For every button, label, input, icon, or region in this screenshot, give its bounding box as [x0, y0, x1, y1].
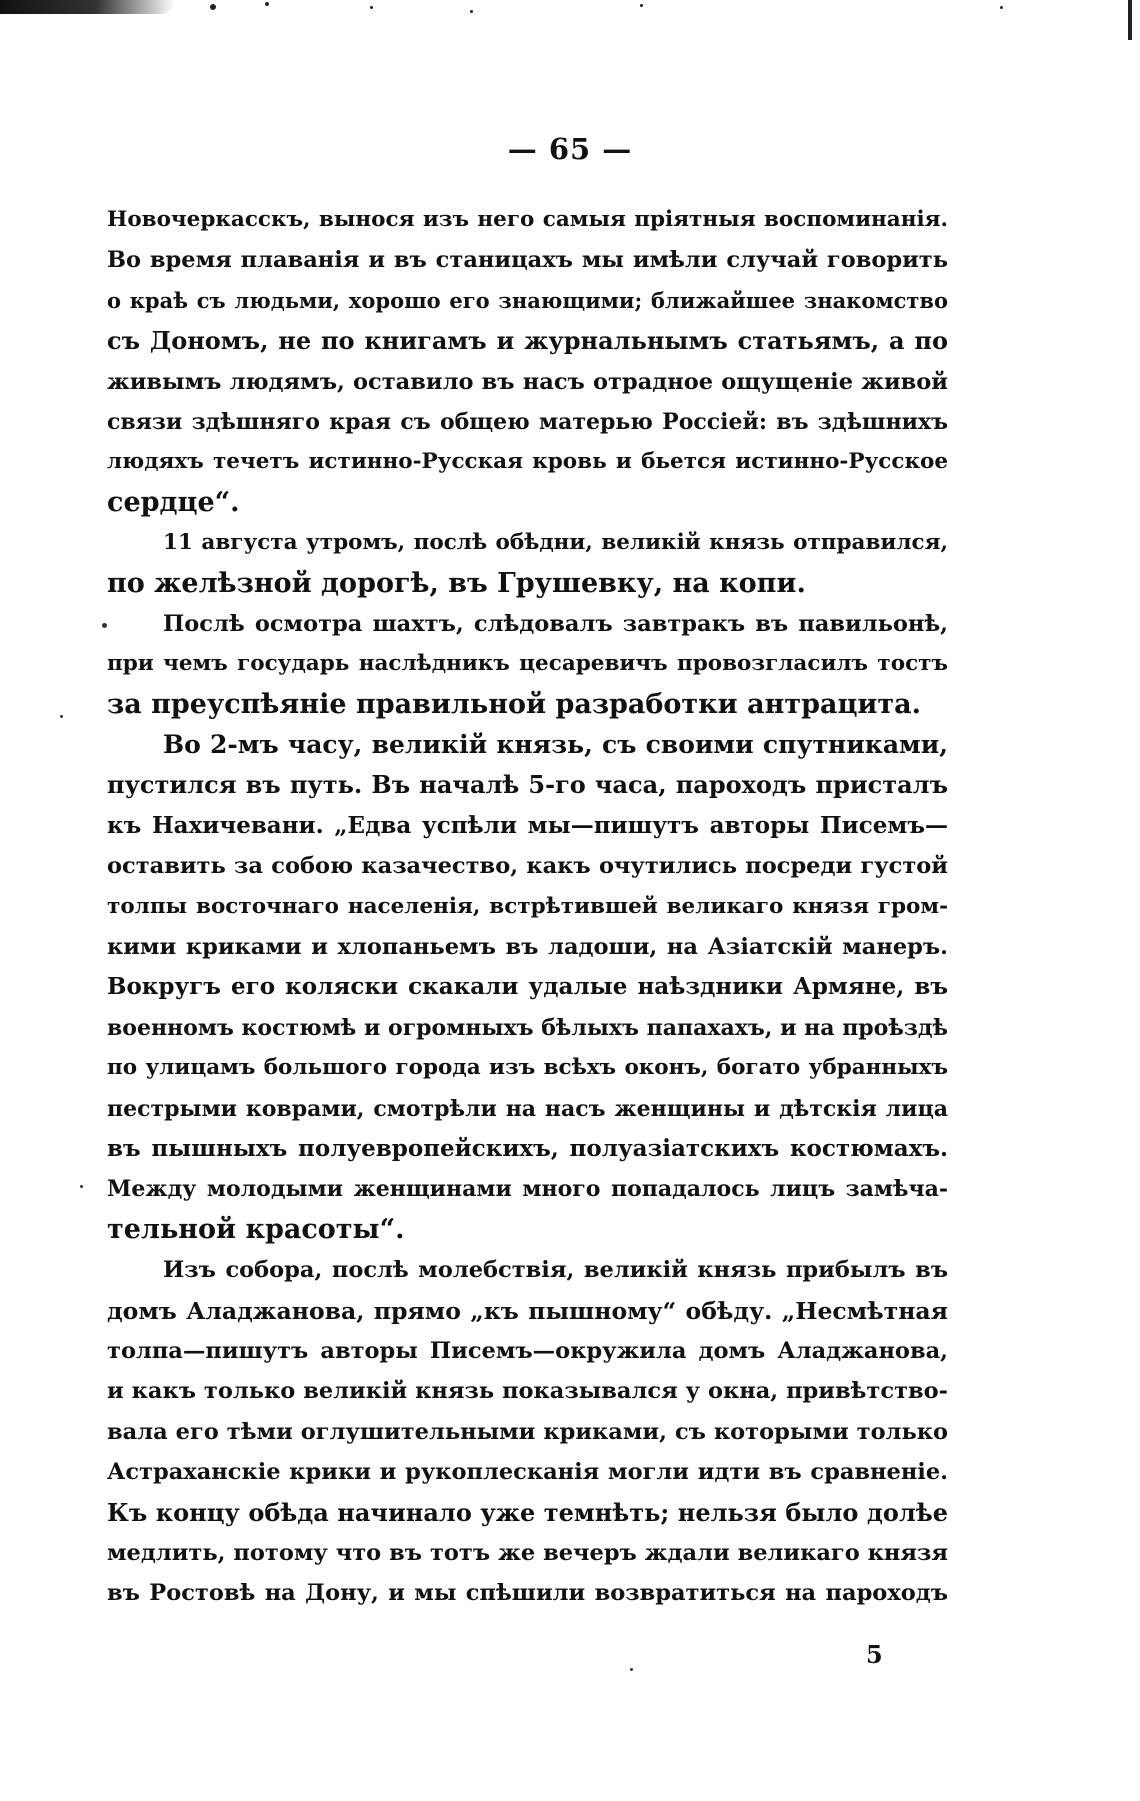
text-line: съ Дономъ, не по книгамъ и журнальнымъ статьямъ, а по — [107, 326, 948, 356]
text-line: по желѣзной дорогѣ, въ Грушевку, на копи. — [107, 567, 806, 599]
text-line: пестрыми коврами, смотрѣли на насъ женщины и дѣтскія лица — [107, 1095, 948, 1122]
ink-speck — [470, 10, 473, 13]
text-line: и какъ только великій князь показывался у окна, привѣтство- — [107, 1378, 948, 1405]
text-line: Новочеркасскъ, вынося изъ него самыя пріятныя воспоминанія. — [107, 207, 948, 232]
text-line: сердце“. — [107, 486, 240, 518]
text-line: толпа—пишутъ авторы Писемъ—окружила домъ Аладжанова, — [107, 1337, 948, 1364]
text-line: тельной красоты“. — [107, 1213, 405, 1245]
text-line: Къ концу обѣда начинало уже темнѣть; нельзя было долѣе — [107, 1497, 948, 1527]
text-line: за преуспѣяніе правильной разработки антрацита. — [107, 688, 922, 720]
text-line: военномъ костюмѣ и огромныхъ бѣлыхъ папахахъ, и на проѣздѣ — [107, 1014, 948, 1041]
ink-speck — [265, 2, 269, 6]
text-line: Между молодыми женщинами много попадалось лицъ замѣча- — [107, 1176, 948, 1203]
text-line: толпы восточнаго населенія, встрѣтившей великаго князя гром- — [107, 893, 948, 919]
ink-speck — [210, 4, 216, 10]
text-line: живымъ людямъ, оставило въ насъ отрадное ощущеніе живой — [107, 368, 948, 395]
text-line: людяхъ течетъ истинно-Русская кровь и бьется истинно-Русское — [107, 449, 948, 475]
text-line: домъ Аладжанова, прямо „къ пышному“ обѣду. „Несмѣтная — [107, 1296, 948, 1325]
text-line: связи здѣшняго края съ общею матерью Россіей: въ здѣшнихъ — [107, 408, 948, 435]
text-line: Изъ собора, послѣ молебствія, великій князь прибылъ въ — [163, 1257, 948, 1284]
text-line: въ пышныхъ полуевропейскихъ, полуазіатскихъ костюмахъ. — [107, 1134, 948, 1162]
text-line: по улицамъ большого города изъ всѣхъ оконъ, богато убранныхъ — [107, 1055, 948, 1081]
ink-speck — [640, 4, 643, 7]
ink-speck — [102, 623, 107, 628]
text-line: пустился въ путь. Въ началѣ 5-го часа, пароходъ присталъ — [107, 770, 948, 800]
text-line: о краѣ съ людьми, хорошо его знающими; ближайшее знакомство — [107, 287, 948, 313]
page-number: — 65 — — [507, 132, 633, 166]
ink-speck — [60, 715, 63, 718]
text-line: Во время плаванія и въ станицахъ мы имѣли случай говорить — [107, 247, 948, 274]
text-line: кими криками и хлопаньемъ въ ладоши, на Азіатскій манеръ. — [107, 934, 948, 961]
ink-speck — [630, 1668, 633, 1671]
ink-speck — [80, 1185, 83, 1188]
ink-smudge — [0, 0, 175, 14]
text-line: 11 августа утромъ, послѣ обѣдни, великій князь отправился, — [163, 530, 948, 556]
scan-edge-mark — [1128, 0, 1132, 40]
text-line: вала его тѣми оглушительными криками, съ которыми только — [107, 1418, 948, 1445]
text-line: къ Нахичевани. „Едва успѣли мы—пишутъ авторы Писемъ— — [107, 811, 948, 839]
text-line: при чемъ государь наслѣдникъ цесаревичъ провозгласилъ тостъ — [107, 651, 948, 677]
text-line: Послѣ осмотра шахтъ, слѣдовалъ завтракъ въ павильонѣ, — [163, 610, 948, 637]
scan-top-edge — [0, 0, 1140, 34]
ink-speck — [1000, 6, 1003, 9]
text-line: медлить, потому что въ тотъ же вечеръ ждали великаго князя — [107, 1539, 948, 1566]
text-line: Вокругъ его коляски скакали удалые наѣздники Армяне, въ — [107, 973, 948, 1001]
signature-mark: 5 — [866, 1640, 883, 1669]
text-line: Астраханскіе крики и рукоплесканія могли идти въ сравненіе. — [107, 1459, 948, 1486]
text-line: въ Ростовѣ на Дону, и мы спѣшили возвратиться на пароходъ — [107, 1580, 948, 1607]
ink-speck — [370, 6, 373, 9]
text-line: Во 2-мъ часу, великій князь, съ своими спутниками, — [163, 730, 948, 760]
body-text — [107, 200, 948, 1614]
text-line: оставить за собою казачество, какъ очутились посреди густой — [107, 853, 948, 880]
